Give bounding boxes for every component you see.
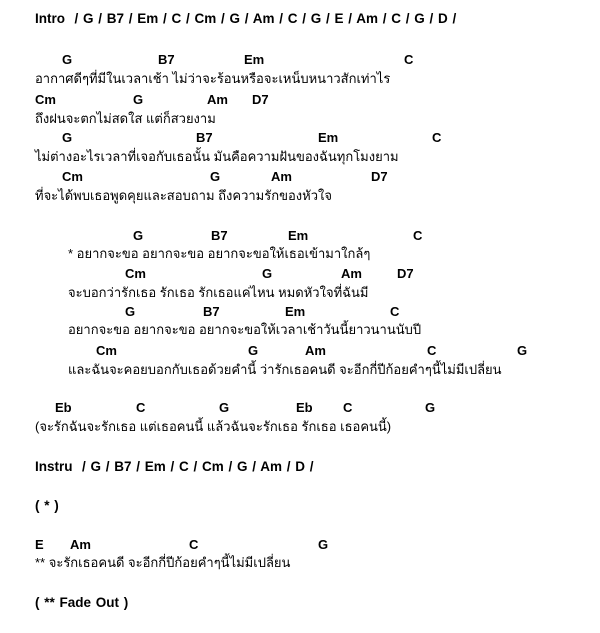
chord: Cm [35,92,56,107]
chord: C [427,343,437,358]
chord: B7 [196,130,213,145]
chord: Eb [296,400,313,415]
chord: Am [70,537,91,552]
chord: B7 [211,228,228,243]
chord: G [219,400,230,415]
chord: Cm [96,343,117,358]
chord: Em [285,304,306,319]
chord: C [432,130,442,145]
chord: G [62,130,73,145]
chord: G [62,52,73,67]
chord: G [248,343,259,358]
chord: G [425,400,436,415]
chord: G [318,537,329,552]
chord: Am [271,169,292,184]
lyric-line: * อยากจะขอ อยากจะขอ อยากจะขอให้เธอเข้ามาใกล้ๆ [68,246,371,261]
chord: Cm [125,266,146,281]
lyric-line: ที่จะได้พบเธอพูดคุยและสอบถาม ถึงความรักของหัวใจ [35,188,332,203]
chord: G [125,304,136,319]
chord: C [189,537,199,552]
chord: C [390,304,400,319]
chord: Am [341,266,362,281]
chord: Em [288,228,309,243]
chord: D7 [371,169,388,184]
lyric-line: ไม่ต่างอะไรเวลาที่เจอกับเธอนั้น มันคือความฝันของฉันทุกโมงยาม [35,149,399,164]
lyric-line: และฉันจะคอยบอกกับเธอด้วยคำนี้ ว่ารักเธอคนดี จะอีกกี่ปีก้อยคำๆนี้ไม่มีเปลี่ยน [68,362,502,377]
instru-line: Instru / G / B7 / Em / C / Cm / G / Am / D / [35,459,314,474]
chord: D7 [397,266,414,281]
chord: C [136,400,146,415]
chord: C [404,52,414,67]
fade-out-marker: ( ** Fade Out ) [35,595,129,610]
lyric-line: อยากจะขอ อยากจะขอ อยากจะขอให้เวลาเช้าวันนี้ยาวนานนับปี [68,322,422,337]
chord: B7 [158,52,175,67]
chord: Em [244,52,265,67]
chord: C [343,400,353,415]
chord: B7 [203,304,220,319]
chord: E [35,537,44,552]
chord: G [262,266,273,281]
lyric-line: จะบอกว่ารักเธอ รักเธอ รักเธอแค่ไหน หมดหัวใจที่ฉันมี [68,285,369,300]
intro-line: Intro / G / B7 / Em / C / Cm / G / Am / C / G / E / Am / C / G / D / [35,11,457,26]
chord: Cm [62,169,83,184]
chord: G [133,92,144,107]
repeat-chorus-marker: ( * ) [35,498,59,513]
lyric-line: อากาศดีๆที่มีในเวลาเช้า ไม่ว่าจะร้อนหรือจะเหน็บหนาวสักเท่าไร [35,71,391,86]
chord: G [210,169,221,184]
lyric-line: (จะรักฉันจะรักเธอ แต่เธอคนนี้ แล้วฉันจะรักเธอ รักเธอ เธอคนนี้) [35,419,392,434]
chord: G [133,228,144,243]
chord: Am [305,343,326,358]
chord: Am [207,92,228,107]
chord: D7 [252,92,269,107]
chord: C [413,228,423,243]
chord: Eb [55,400,72,415]
lyric-line: ** จะรักเธอคนดี จะอีกกี่ปีก้อยคำๆนี้ไม่มีเปลี่ยน [35,555,291,570]
lyric-line: ถึงฝนจะตกไม่สดใส แต่ก็สวยงาม [35,111,216,126]
chord: Em [318,130,339,145]
chord: G [517,343,528,358]
